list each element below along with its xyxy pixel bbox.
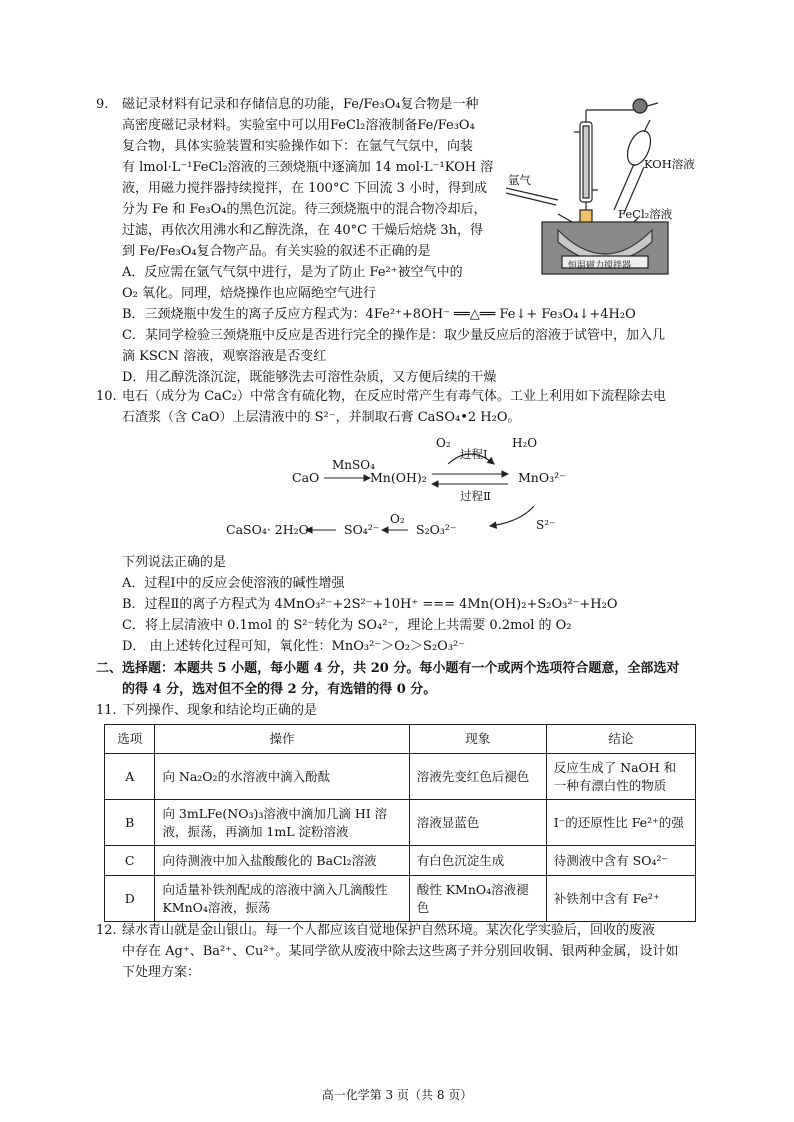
flow-gypsum: CaSO₄· 2H₂O bbox=[226, 522, 309, 537]
flow-s2: S²⁻ bbox=[536, 518, 556, 532]
q10-prompt: 下列说法正确的是 bbox=[122, 555, 227, 570]
koh-label: KOH溶液 bbox=[644, 157, 695, 171]
q9-option-a-cont: O₂ 氧化。同理，焙烧操作也应隔绝空气进行 bbox=[122, 286, 377, 301]
page-footer: 高一化学第 3 页（共 8 页） bbox=[321, 1088, 473, 1102]
q12-line: 绿水青山就是金山银山。每一个人都应该自觉地保护自然环境。某次化学实验后，回收的废液 bbox=[122, 923, 656, 938]
q9-option-c-cont: 滴 KSCN 溶液，观察溶液是否变红 bbox=[122, 349, 327, 364]
table-cell: 补铁剂中含有 Fe²⁺ bbox=[546, 876, 695, 922]
table-cell: A bbox=[105, 754, 155, 800]
question-10-options bbox=[122, 552, 722, 657]
q10-option-b: B．过程Ⅱ的离子方程式为 4MnO₃²⁻+2S²⁻+10H⁺ === 4Mn(OH)₂+S₂O₃²⁻+H₂O bbox=[122, 597, 618, 612]
table-cell: 溶液先变红色后褪色 bbox=[409, 754, 546, 800]
q10-option-a: A．过程Ⅰ中的反应会使溶液的碱性增强 bbox=[122, 576, 345, 591]
q10-option-c: C．将上层清液中 0.1mol 的 S²⁻转化为 SO₄²⁻，理论上共需要 0.2mol 的 O₂ bbox=[122, 618, 572, 633]
q11-table bbox=[104, 724, 696, 922]
q11-stem: 下列操作、现象和结论均正确的是 bbox=[122, 703, 318, 718]
flow-h2o: H₂O bbox=[512, 436, 538, 450]
table-cell: 反应生成了 NaOH 和一种有漂白性的物质 bbox=[546, 754, 695, 800]
question-number: 9. bbox=[96, 97, 109, 112]
question-number: 12. bbox=[96, 923, 117, 938]
q9-line: 液，用磁力搅拌器持续搅拌，在 100°C 下回流 3 小时，得到成 bbox=[122, 181, 488, 196]
q12-line: 下处理方案： bbox=[122, 965, 201, 980]
flow-process-2: 过程Ⅱ bbox=[460, 489, 491, 503]
q9-option-a: A．反应需在氩气气氛中进行，是为了防止 Fe²⁺被空气中的 bbox=[122, 265, 463, 280]
table-cell: 向 3mLFe(NO₃)₃溶液中滴加几滴 HI 溶液，振荡，再滴加 1mL 淀粉溶液 bbox=[155, 800, 409, 846]
table-cell: D bbox=[105, 876, 155, 922]
table-header: 选项 bbox=[105, 725, 155, 754]
q10-option-d: D． 由上述转化过程可知，氧化性：MnO₃²⁻＞O₂＞S₂O₃²⁻ bbox=[122, 639, 466, 654]
q10-line: 电石（成分为 CaC₂）中常含有硫化物，在反应时常产生有毒气体。工业上利用如下流程除去电 bbox=[122, 389, 666, 404]
question-12 bbox=[96, 920, 706, 983]
flow-o2-top: O₂ bbox=[436, 436, 451, 450]
flow-s2o3: S₂O₃²⁻ bbox=[416, 522, 457, 537]
table-cell: C bbox=[105, 846, 155, 876]
table-header-row bbox=[105, 725, 696, 754]
question-number: 11. bbox=[96, 703, 117, 718]
stirrer-label: 恒温磁力搅拌器 bbox=[568, 261, 632, 271]
q9-option-b: B．三颈烧瓶中发生的离子反应方程式为：4Fe²⁺+8OH⁻ ══△══ Fe↓+ Fe₃O₄↓+4H₂O bbox=[122, 307, 636, 322]
q9-line: 过滤，再依次用沸水和乙醇洗涤，在 40°C 干燥后焙烧 3h，得 bbox=[122, 223, 484, 238]
table-row bbox=[105, 800, 696, 846]
table-cell: 溶液显蓝色 bbox=[409, 800, 546, 846]
table-cell: 有白色沉淀生成 bbox=[409, 846, 546, 876]
flow-o2-mid: O₂ bbox=[390, 512, 405, 526]
table-header: 现象 bbox=[409, 725, 546, 754]
table-row bbox=[105, 754, 696, 800]
question-number: 10. bbox=[96, 389, 117, 404]
table-cell: B bbox=[105, 800, 155, 846]
flow-process-1: 过程Ⅰ bbox=[460, 447, 488, 461]
table-header: 操作 bbox=[155, 725, 409, 754]
table-header: 结论 bbox=[546, 725, 695, 754]
table-cell: 待测液中含有 SO₄²⁻ bbox=[546, 846, 695, 876]
table-row bbox=[105, 876, 696, 922]
flow-so4: SO₄²⁻ bbox=[344, 522, 380, 537]
table-cell: 向 Na₂O₂的水溶液中滴入酚酞 bbox=[155, 754, 409, 800]
table-row bbox=[105, 846, 696, 876]
table-cell: I⁻的还原性比 Fe²⁺的强 bbox=[546, 800, 695, 846]
apparatus-diagram bbox=[506, 92, 696, 277]
question-11 bbox=[96, 700, 696, 721]
q10-line: 石渣浆（含 CaO）上层清液中的 S²⁻，并制取石膏 CaSO₄•2 H₂O。 bbox=[122, 410, 521, 425]
argon-label: 氩气 bbox=[508, 173, 531, 187]
q12-line: 中存在 Ag⁺、Ba²⁺、Cu²⁺。某同学欲从废液中除去这些离子并分别回收铜、银两种金属，设计如 bbox=[122, 944, 679, 959]
apparatus-drawing bbox=[506, 92, 696, 277]
table-cell: 向适量补铁剂配成的溶液中滴入几滴酸性 KMnO₄溶液，振荡 bbox=[155, 876, 409, 922]
q9-line: 复合物，具体实验装置和实验操作如下：在氩气气氛中，向装 bbox=[122, 139, 474, 154]
flow-mno3: MnO₃²⁻ bbox=[518, 470, 566, 485]
q9-option-d: D．用乙醇洗涤沉淀，既能够洗去可溶性杂质，又方便后续的干燥 bbox=[122, 370, 497, 385]
q9-line: 到 Fe/Fe₃O₄复合物产品。有关实验的叙述不正确的是 bbox=[122, 244, 431, 259]
q9-line: 有 lmol·L⁻¹FeCl₂溶液的三颈烧瓶中逐滴加 14 mol·L⁻¹KOH 溶 bbox=[122, 160, 494, 175]
q9-option-c: C．某同学检验三颈烧瓶中反应是否进行完全的操作是：取少量反应后的溶液于试管中，加入几 bbox=[122, 328, 665, 343]
flow-diagram bbox=[220, 430, 600, 550]
flow-cao: CaO bbox=[292, 470, 320, 485]
q9-line: 分为 Fe 和 Fe₃O₄的黑色沉淀。待三颈烧瓶中的混合物冷却后， bbox=[122, 202, 487, 217]
section-2-heading-cont: 的得 4 分，选对但不全的得 2 分，有选错的得 0 分。 bbox=[122, 682, 437, 697]
flow-mnoh2: Mn(OH)₂ bbox=[370, 470, 427, 485]
q9-line: 高密度磁记录材料。实验室中可以用FeCl₂溶液制备Fe/Fe₃O₄ bbox=[122, 118, 475, 133]
table-cell: 酸性 KMnO₄溶液褪色 bbox=[409, 876, 546, 922]
question-10 bbox=[96, 386, 706, 428]
table-cell: 向待测液中加入盐酸酸化的 BaCl₂溶液 bbox=[155, 846, 409, 876]
fecl2-label: FeCl₂溶液 bbox=[618, 207, 673, 221]
section-2-heading: 二、选择题：本题共 5 小题，每小题 4 分，共 20 分。每小题有一个或两个选项符合题意，全部选对 bbox=[96, 661, 680, 676]
flow-mnso4: MnSO₄ bbox=[332, 458, 375, 472]
q9-line: 磁记录材料有记录和存储信息的功能，Fe/Fe₃O₄复合物是一种 bbox=[122, 97, 479, 112]
